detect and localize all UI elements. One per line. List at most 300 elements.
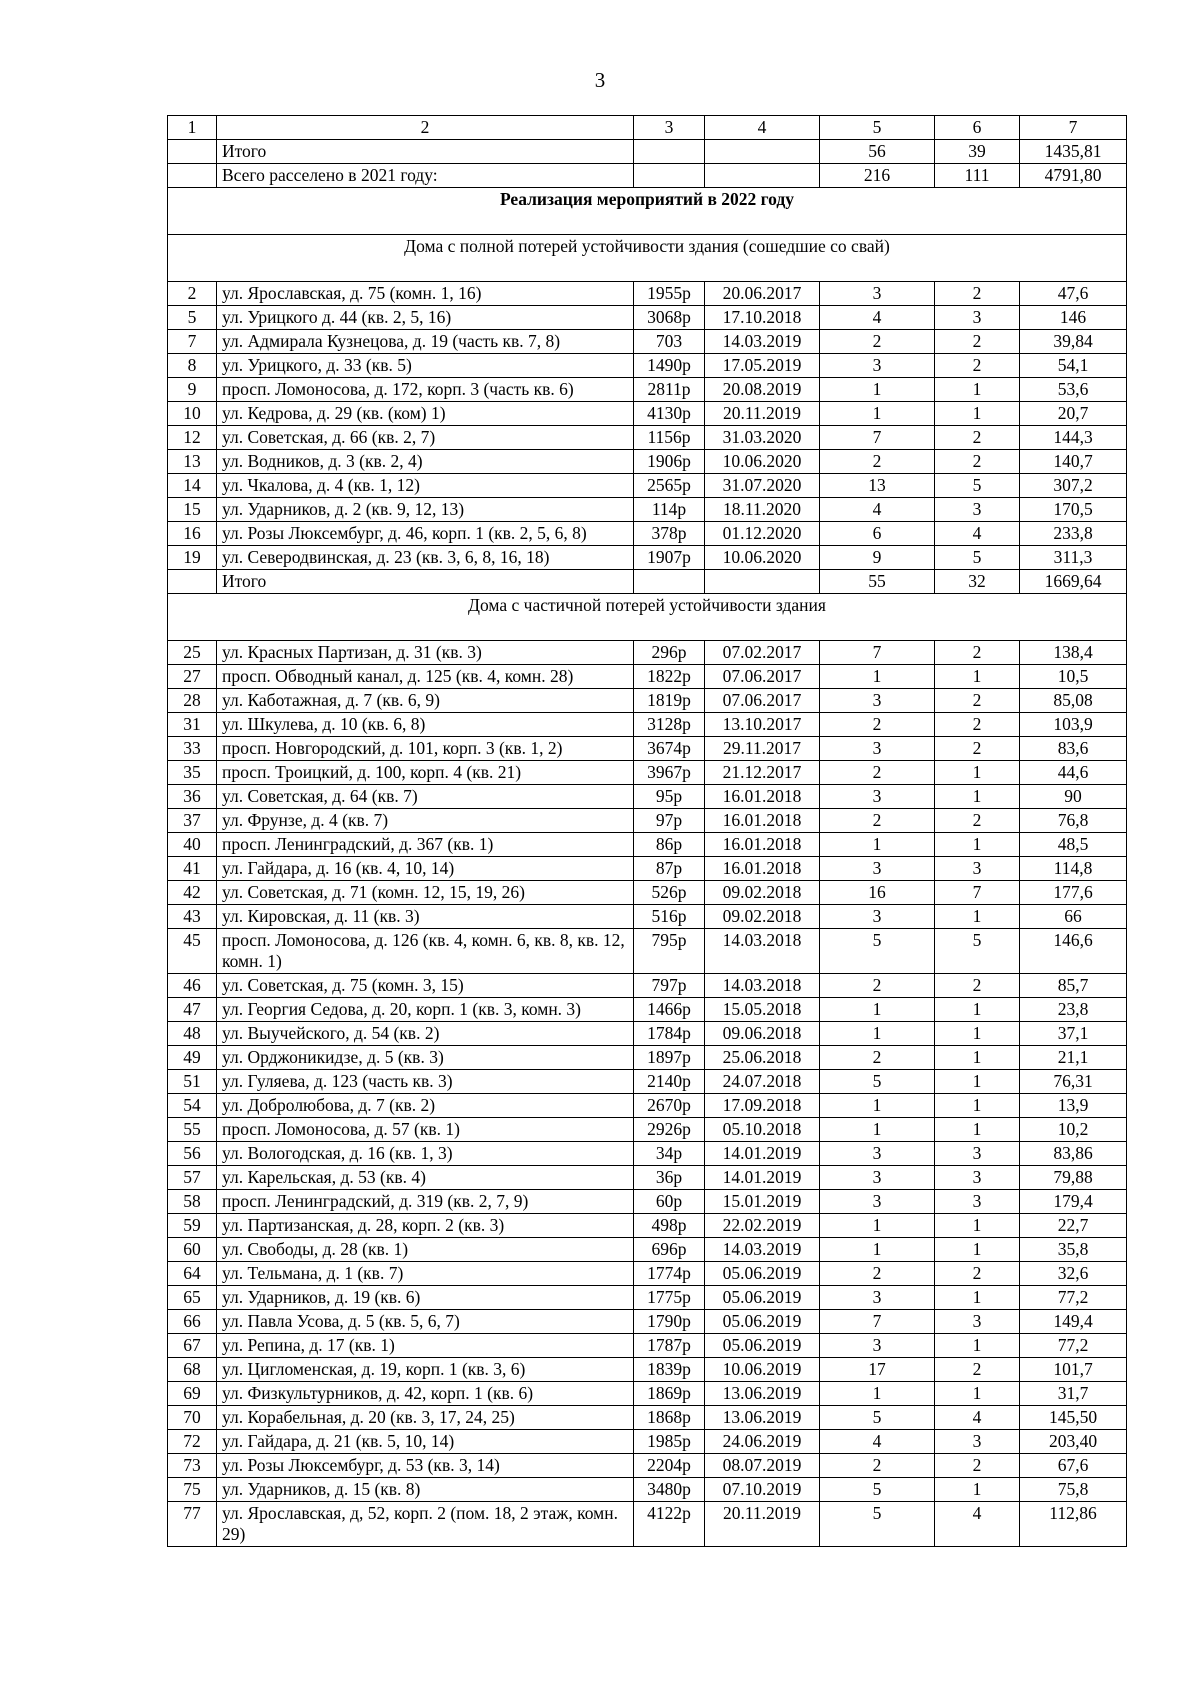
area-value: 112,86: [1020, 1502, 1127, 1547]
address: ул. Урицкого, д. 33 (кв. 5): [217, 354, 634, 378]
order-number: 1819р: [634, 689, 705, 713]
area-value: 20,7: [1020, 402, 1127, 426]
row-number: [168, 570, 217, 594]
order-number: 296р: [634, 641, 705, 665]
col-6-value: 2: [935, 689, 1020, 713]
col-5-value: 2: [820, 330, 935, 354]
col-5-value: 7: [820, 1310, 935, 1334]
area-value: 177,6: [1020, 881, 1127, 905]
col-5-value: 3: [820, 1142, 935, 1166]
area-value: 47,6: [1020, 282, 1127, 306]
col-5-value: 1: [820, 665, 935, 689]
col-5-value: 6: [820, 522, 935, 546]
area-value: 48,5: [1020, 833, 1127, 857]
order-date: 20.11.2019: [705, 1502, 820, 1547]
col-6-value: 4: [935, 1502, 1020, 1547]
row-number: 31: [168, 713, 217, 737]
order-date: 14.03.2019: [705, 1238, 820, 1262]
group1-title-row: [168, 235, 1127, 282]
row-number: 69: [168, 1382, 217, 1406]
address: ул. Фрунзе, д. 4 (кв. 7): [217, 809, 634, 833]
col-6-value: 1: [935, 1214, 1020, 1238]
address: ул. Советская, д. 64 (кв. 7): [217, 785, 634, 809]
area-value: 35,8: [1020, 1238, 1127, 1262]
area-value: 85,7: [1020, 974, 1127, 998]
table-row: [168, 713, 1127, 737]
col-6-value: 1: [935, 833, 1020, 857]
table-row: [168, 378, 1127, 402]
area-value: 203,40: [1020, 1430, 1127, 1454]
order-number: 3674р: [634, 737, 705, 761]
col-5-value: 1: [820, 1094, 935, 1118]
col-5-value: 1: [820, 1022, 935, 1046]
area-value: 101,7: [1020, 1358, 1127, 1382]
header-row: [168, 116, 1127, 140]
table-row: [168, 761, 1127, 785]
order-number: 1156р: [634, 426, 705, 450]
order-date: 07.02.2017: [705, 641, 820, 665]
order-date: 05.06.2019: [705, 1334, 820, 1358]
col-6-value: 2: [935, 809, 1020, 833]
row-number: 51: [168, 1070, 217, 1094]
col-6-value: 2: [935, 354, 1020, 378]
area-value: 67,6: [1020, 1454, 1127, 1478]
col-5-value: 3: [820, 857, 935, 881]
order-number: 703: [634, 330, 705, 354]
table-row: [168, 1214, 1127, 1238]
row-number: 43: [168, 905, 217, 929]
order-number: 1985р: [634, 1430, 705, 1454]
col-5-value: 7: [820, 641, 935, 665]
order-date: 31.03.2020: [705, 426, 820, 450]
table-row: [168, 1454, 1127, 1478]
order-number: 1774р: [634, 1262, 705, 1286]
row-number: 42: [168, 881, 217, 905]
address: ул. Северодвинская, д. 23 (кв. 3, 6, 8, 16, 18): [217, 546, 634, 570]
row-number: 58: [168, 1190, 217, 1214]
area-value: 53,6: [1020, 378, 1127, 402]
col-6-value: 1: [935, 761, 1020, 785]
address: ул. Советская, д. 71 (комн. 12, 15, 19, 26): [217, 881, 634, 905]
order-number: 3128р: [634, 713, 705, 737]
table-row: [168, 737, 1127, 761]
address: ул. Ударников, д. 19 (кв. 6): [217, 1286, 634, 1310]
col-6-value: 3: [935, 1310, 1020, 1334]
address: ул. Партизанская, д. 28, корп. 2 (кв. 3): [217, 1214, 634, 1238]
row-number: 27: [168, 665, 217, 689]
col-6-value: 2: [935, 450, 1020, 474]
order-date: [705, 570, 820, 594]
table-row: [168, 1358, 1127, 1382]
header-cell: 1: [168, 116, 217, 140]
order-number: 797р: [634, 974, 705, 998]
row-number: 72: [168, 1430, 217, 1454]
col-5-value: 1: [820, 1382, 935, 1406]
order-date: 14.01.2019: [705, 1142, 820, 1166]
col-6-value: 3: [935, 1166, 1020, 1190]
header-cell: 5: [820, 116, 935, 140]
address: просп. Ленинградский, д. 367 (кв. 1): [217, 833, 634, 857]
row-number: 16: [168, 522, 217, 546]
col-6-value: 1: [935, 1046, 1020, 1070]
table-row: [168, 665, 1127, 689]
row-number: 7: [168, 330, 217, 354]
col-5-value: 9: [820, 546, 935, 570]
col-6-value: 3: [935, 857, 1020, 881]
address: ул. Розы Люксембург, д. 53 (кв. 3, 14): [217, 1454, 634, 1478]
col-5-value: 1: [820, 833, 935, 857]
col-6-value: 1: [935, 1094, 1020, 1118]
area-value: 170,5: [1020, 498, 1127, 522]
col-5-value: 5: [820, 1502, 935, 1547]
order-number: 4130р: [634, 402, 705, 426]
row-number: 45: [168, 929, 217, 974]
table-row: [168, 1094, 1127, 1118]
col-6-value: 5: [935, 474, 1020, 498]
order-date: 24.06.2019: [705, 1430, 820, 1454]
area-value: 138,4: [1020, 641, 1127, 665]
area-value: 37,1: [1020, 1022, 1127, 1046]
order-date: 14.03.2018: [705, 929, 820, 974]
col-5-value: 3: [820, 785, 935, 809]
row-number: 2: [168, 282, 217, 306]
address: ул. Ударников, д. 15 (кв. 8): [217, 1478, 634, 1502]
address: просп. Новгородский, д. 101, корп. 3 (кв. 1, 2): [217, 737, 634, 761]
order-date: 07.06.2017: [705, 689, 820, 713]
order-date: 13.10.2017: [705, 713, 820, 737]
order-number: 95р: [634, 785, 705, 809]
table-row: [168, 498, 1127, 522]
col-6-value: 2: [935, 713, 1020, 737]
address: ул. Адмирала Кузнецова, д. 19 (часть кв. 7, 8): [217, 330, 634, 354]
order-number: 86р: [634, 833, 705, 857]
address: ул. Свободы, д. 28 (кв. 1): [217, 1238, 634, 1262]
col-5-value: 4: [820, 1430, 935, 1454]
table-row: [168, 1286, 1127, 1310]
col-6-value: 1: [935, 785, 1020, 809]
header-cell: 7: [1020, 116, 1127, 140]
order-number: 1869р: [634, 1382, 705, 1406]
col-6-value: 2: [935, 282, 1020, 306]
col-5-value: 2: [820, 1262, 935, 1286]
order-date: 05.06.2019: [705, 1286, 820, 1310]
address: ул. Карельская, д. 53 (кв. 4): [217, 1166, 634, 1190]
order-date: 24.07.2018: [705, 1070, 820, 1094]
col-5-value: 2: [820, 713, 935, 737]
table-row: [168, 354, 1127, 378]
col-6-value: 2: [935, 1262, 1020, 1286]
order-date: 10.06.2020: [705, 546, 820, 570]
address: ул. Гайдара, д. 21 (кв. 5, 10, 14): [217, 1430, 634, 1454]
order-date: 05.06.2019: [705, 1262, 820, 1286]
table-row: [168, 974, 1127, 998]
order-number: 2565р: [634, 474, 705, 498]
area-value: 23,8: [1020, 998, 1127, 1022]
address: ул. Физкультурников, д. 42, корп. 1 (кв. 6): [217, 1382, 634, 1406]
col-5-value: 3: [820, 737, 935, 761]
area-value: 39,84: [1020, 330, 1127, 354]
address: просп. Ломоносова, д. 126 (кв. 4, комн. 6, кв. 8, кв. 12, комн. 1): [217, 929, 634, 974]
order-date: 09.06.2018: [705, 1022, 820, 1046]
row-number: 8: [168, 354, 217, 378]
table-row: [168, 785, 1127, 809]
table-row: [168, 1406, 1127, 1430]
table-row: [168, 857, 1127, 881]
order-number: 1955р: [634, 282, 705, 306]
address: ул. Орджоникидзе, д. 5 (кв. 3): [217, 1046, 634, 1070]
order-date: 17.10.2018: [705, 306, 820, 330]
table-row: [168, 905, 1127, 929]
address: ул. Кедрова, д. 29 (кв. (ком) 1): [217, 402, 634, 426]
resettlement-table: [167, 115, 1127, 1547]
col-5-value: 2: [820, 450, 935, 474]
row-number: 19: [168, 546, 217, 570]
order-date: 07.06.2017: [705, 665, 820, 689]
table-row: [168, 1502, 1127, 1547]
area-value: 233,8: [1020, 522, 1127, 546]
order-number: [634, 570, 705, 594]
col-6-value: 2: [935, 1454, 1020, 1478]
order-date: 20.06.2017: [705, 282, 820, 306]
table-row: [168, 1262, 1127, 1286]
address: Итого: [217, 570, 634, 594]
col-5-value: 216: [820, 164, 935, 188]
table-row: [168, 929, 1127, 974]
col-6-value: 1: [935, 1118, 1020, 1142]
address: просп. Ленинградский, д. 319 (кв. 2, 7, 9): [217, 1190, 634, 1214]
col-5-value: 5: [820, 1406, 935, 1430]
row-number: 10: [168, 402, 217, 426]
area-value: 22,7: [1020, 1214, 1127, 1238]
row-number: 66: [168, 1310, 217, 1334]
col-6-value: 2: [935, 974, 1020, 998]
address: ул. Ударников, д. 2 (кв. 9, 12, 13): [217, 498, 634, 522]
order-number: 696р: [634, 1238, 705, 1262]
area-value: 76,31: [1020, 1070, 1127, 1094]
col-6-value: 2: [935, 641, 1020, 665]
table-row: [168, 426, 1127, 450]
area-value: 146,6: [1020, 929, 1127, 974]
address: ул. Цигломенская, д. 19, корп. 1 (кв. 3, 6): [217, 1358, 634, 1382]
row-number: 40: [168, 833, 217, 857]
row-number: 73: [168, 1454, 217, 1478]
table-row: [168, 1478, 1127, 1502]
table-row: [168, 330, 1127, 354]
row-number: 64: [168, 1262, 217, 1286]
col-6-value: 2: [935, 426, 1020, 450]
address: ул. Урицкого д. 44 (кв. 2, 5, 16): [217, 306, 634, 330]
row-number: 36: [168, 785, 217, 809]
area-value: 146: [1020, 306, 1127, 330]
group1-title-row-text: Дома с полной потерей устойчивости здания (сошедшие со свай): [168, 235, 1127, 282]
row-number: 41: [168, 857, 217, 881]
col-5-value: 3: [820, 1286, 935, 1310]
order-number: [634, 164, 705, 188]
col-6-value: 1: [935, 1022, 1020, 1046]
order-number: 516р: [634, 905, 705, 929]
area-value: 140,7: [1020, 450, 1127, 474]
col-6-value: 4: [935, 1406, 1020, 1430]
area-value: 76,8: [1020, 809, 1127, 833]
area-value: 103,9: [1020, 713, 1127, 737]
col-5-value: 3: [820, 905, 935, 929]
col-5-value: 56: [820, 140, 935, 164]
area-value: 32,6: [1020, 1262, 1127, 1286]
row-number: 35: [168, 761, 217, 785]
address: ул. Вологодская, д. 16 (кв. 1, 3): [217, 1142, 634, 1166]
col-6-value: 32: [935, 570, 1020, 594]
order-date: [705, 164, 820, 188]
col-6-value: 2: [935, 737, 1020, 761]
area-value: 179,4: [1020, 1190, 1127, 1214]
area-value: 4791,80: [1020, 164, 1127, 188]
col-6-value: 39: [935, 140, 1020, 164]
col-5-value: 2: [820, 974, 935, 998]
order-number: 3068р: [634, 306, 705, 330]
order-number: 378р: [634, 522, 705, 546]
row-number: 49: [168, 1046, 217, 1070]
header-cell: 3: [634, 116, 705, 140]
col-5-value: 3: [820, 1190, 935, 1214]
address: ул. Розы Люксембург, д. 46, корп. 1 (кв. 2, 5, 6, 8): [217, 522, 634, 546]
address: ул. Корабельная, д. 20 (кв. 3, 17, 24, 25): [217, 1406, 634, 1430]
summary-row: [168, 140, 1127, 164]
order-number: 1784р: [634, 1022, 705, 1046]
col-6-value: 1: [935, 1070, 1020, 1094]
col-5-value: 5: [820, 929, 935, 974]
col-5-value: 1: [820, 1118, 935, 1142]
order-date: 16.01.2018: [705, 809, 820, 833]
col-5-value: 2: [820, 1046, 935, 1070]
order-date: 10.06.2020: [705, 450, 820, 474]
address: просп. Обводный канал, д. 125 (кв. 4, комн. 28): [217, 665, 634, 689]
col-6-value: 1: [935, 1238, 1020, 1262]
header-cell: 4: [705, 116, 820, 140]
col-5-value: 3: [820, 689, 935, 713]
order-date: 05.10.2018: [705, 1118, 820, 1142]
col-5-value: 1: [820, 1238, 935, 1262]
col-5-value: 2: [820, 809, 935, 833]
col-5-value: 17: [820, 1358, 935, 1382]
order-number: 1839р: [634, 1358, 705, 1382]
col-6-value: 1: [935, 1334, 1020, 1358]
order-number: 1897р: [634, 1046, 705, 1070]
order-number: 795р: [634, 929, 705, 974]
area-value: 13,9: [1020, 1094, 1127, 1118]
address: ул. Ярославская, д. 75 (комн. 1, 16): [217, 282, 634, 306]
col-5-value: 1: [820, 998, 935, 1022]
col-6-value: 3: [935, 498, 1020, 522]
order-date: 22.02.2019: [705, 1214, 820, 1238]
order-number: 2670р: [634, 1094, 705, 1118]
row-number: [168, 140, 217, 164]
address: ул. Добролюбова, д. 7 (кв. 2): [217, 1094, 634, 1118]
table-row: [168, 689, 1127, 713]
area-value: 31,7: [1020, 1382, 1127, 1406]
area-value: 10,2: [1020, 1118, 1127, 1142]
address: ул. Чкалова, д. 4 (кв. 1, 12): [217, 474, 634, 498]
order-number: 3967р: [634, 761, 705, 785]
address: Итого: [217, 140, 634, 164]
order-number: 2811р: [634, 378, 705, 402]
order-date: 09.02.2018: [705, 881, 820, 905]
area-value: 77,2: [1020, 1286, 1127, 1310]
order-date: 08.07.2019: [705, 1454, 820, 1478]
order-date: 07.10.2019: [705, 1478, 820, 1502]
area-value: 21,1: [1020, 1046, 1127, 1070]
row-number: 56: [168, 1142, 217, 1166]
order-date: 01.12.2020: [705, 522, 820, 546]
area-value: 83,6: [1020, 737, 1127, 761]
table-row: [168, 546, 1127, 570]
col-5-value: 1: [820, 402, 935, 426]
order-date: 14.03.2019: [705, 330, 820, 354]
section-title-row: [168, 188, 1127, 235]
col-6-value: 4: [935, 522, 1020, 546]
row-number: 46: [168, 974, 217, 998]
order-date: 16.01.2018: [705, 785, 820, 809]
col-5-value: 3: [820, 1166, 935, 1190]
col-6-value: 1: [935, 1382, 1020, 1406]
col-5-value: 5: [820, 1070, 935, 1094]
order-number: 526р: [634, 881, 705, 905]
order-date: 31.07.2020: [705, 474, 820, 498]
address: просп. Ломоносова, д. 172, корп. 3 (часть кв. 6): [217, 378, 634, 402]
address: ул. Гайдара, д. 16 (кв. 4, 10, 14): [217, 857, 634, 881]
group2-title-row: [168, 594, 1127, 641]
order-date: 21.12.2017: [705, 761, 820, 785]
row-number: 33: [168, 737, 217, 761]
row-number: 68: [168, 1358, 217, 1382]
row-number: 28: [168, 689, 217, 713]
order-date: 14.01.2019: [705, 1166, 820, 1190]
col-6-value: 3: [935, 1430, 1020, 1454]
order-date: 09.02.2018: [705, 905, 820, 929]
col-6-value: 1: [935, 1478, 1020, 1502]
area-value: 144,3: [1020, 426, 1127, 450]
row-number: 70: [168, 1406, 217, 1430]
order-number: 2926р: [634, 1118, 705, 1142]
order-number: 2140р: [634, 1070, 705, 1094]
col-5-value: 1: [820, 1214, 935, 1238]
area-value: 77,2: [1020, 1334, 1127, 1358]
table-row: [168, 998, 1127, 1022]
order-number: 1790р: [634, 1310, 705, 1334]
area-value: 1435,81: [1020, 140, 1127, 164]
order-number: 1868р: [634, 1406, 705, 1430]
row-number: 67: [168, 1334, 217, 1358]
row-number: 9: [168, 378, 217, 402]
order-number: 1907р: [634, 546, 705, 570]
order-date: 16.01.2018: [705, 833, 820, 857]
order-number: 60р: [634, 1190, 705, 1214]
col-5-value: 3: [820, 354, 935, 378]
order-date: 18.11.2020: [705, 498, 820, 522]
col-5-value: 55: [820, 570, 935, 594]
order-date: 13.06.2019: [705, 1406, 820, 1430]
table-row: [168, 1022, 1127, 1046]
order-number: 2204р: [634, 1454, 705, 1478]
address: ул. Водников, д. 3 (кв. 2, 4): [217, 450, 634, 474]
address: Всего расселено в 2021 году:: [217, 164, 634, 188]
header-cell: 6: [935, 116, 1020, 140]
order-date: 20.11.2019: [705, 402, 820, 426]
area-value: 75,8: [1020, 1478, 1127, 1502]
col-5-value: 3: [820, 1334, 935, 1358]
col-6-value: 5: [935, 546, 1020, 570]
row-number: 47: [168, 998, 217, 1022]
table-row: [168, 833, 1127, 857]
